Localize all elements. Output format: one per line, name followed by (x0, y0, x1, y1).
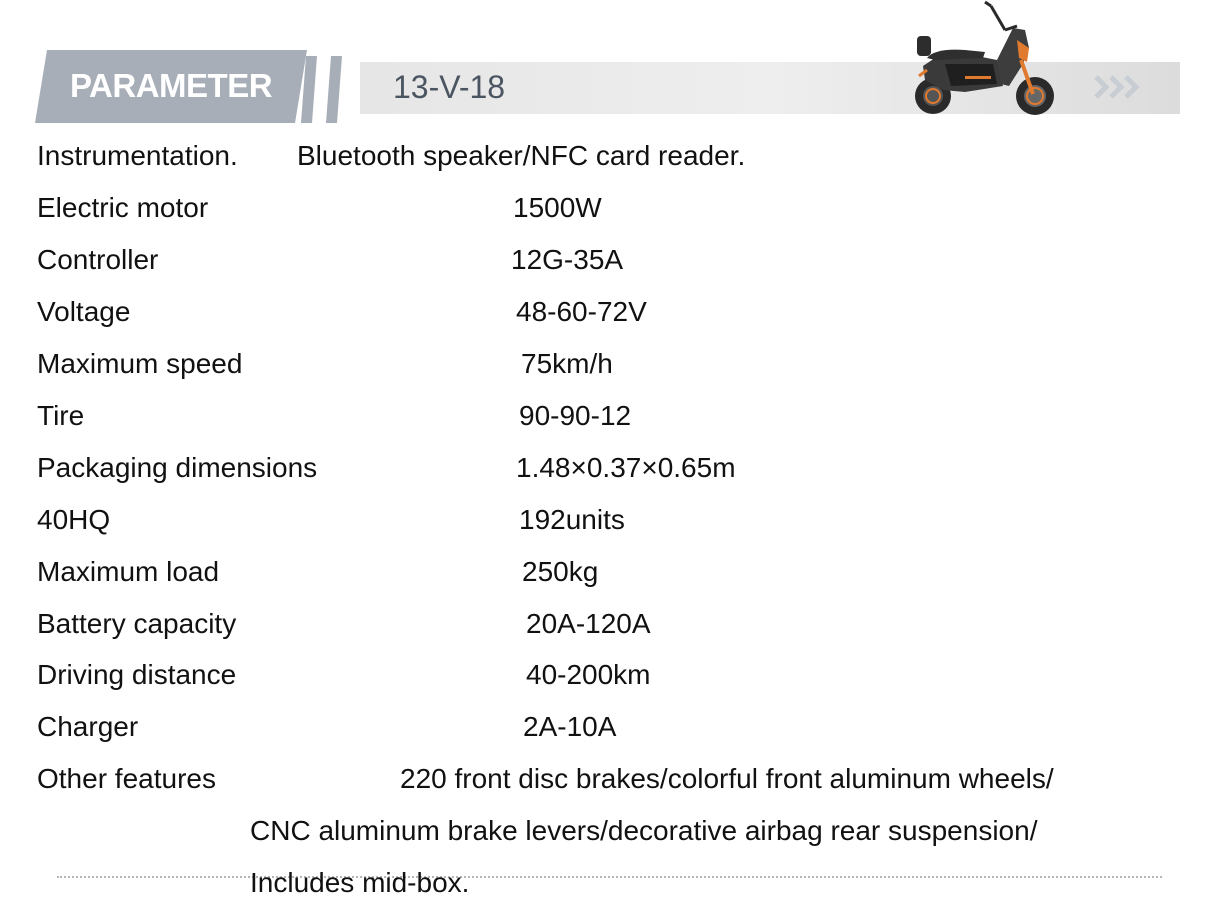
spec-value: Bluetooth speaker/NFC card reader. (297, 140, 746, 171)
spec-label: Maximum speed (37, 348, 243, 379)
spec-label: Voltage (37, 296, 131, 327)
spec-value: 90-90-12 (519, 400, 632, 431)
spec-value: 192units (519, 504, 625, 535)
spec-label: 40HQ (37, 504, 111, 535)
spec-label: Driving distance (37, 659, 237, 690)
chevron-right-icon (1093, 72, 1143, 102)
spec-label: Maximum load (37, 556, 220, 587)
spec-value: 40-200km (526, 659, 651, 690)
parameter-banner (0, 0, 1216, 130)
other-features-continued: CNC aluminum brake levers/decorative airbag rear suspension/ (250, 815, 1038, 846)
other-features-continued: Includes mid-box. (250, 867, 470, 898)
spec-label: Other features (37, 763, 216, 794)
spec-label: Tire (37, 400, 85, 431)
spec-label: Packaging dimensions (37, 452, 318, 483)
spec-value: 20A-120A (526, 608, 651, 639)
spec-value: 1.48×0.37×0.65m (516, 452, 736, 483)
model-code: 13-V-18 (393, 69, 506, 105)
spec-value: 220 front disc brakes/colorful front aluminum wheels/ (400, 763, 1054, 794)
dotted-divider (57, 876, 1162, 878)
section-title: PARAMETER (70, 67, 273, 104)
spec-value: 1500W (513, 192, 602, 223)
spec-value: 250kg (522, 556, 599, 587)
spec-value: 2A-10A (523, 711, 617, 742)
spec-value: 75km/h (521, 348, 613, 379)
spec-label: Controller (37, 244, 159, 275)
spec-label: Battery capacity (37, 608, 237, 639)
decorative-stripe (326, 56, 342, 123)
spec-label: Instrumentation. (37, 140, 238, 171)
spec-label: Charger (37, 711, 139, 742)
spec-label: Electric motor (37, 192, 209, 223)
spec-value: 12G-35A (511, 244, 624, 275)
electric-scooter-image (905, 0, 1065, 118)
spec-value: 48-60-72V (516, 296, 647, 327)
